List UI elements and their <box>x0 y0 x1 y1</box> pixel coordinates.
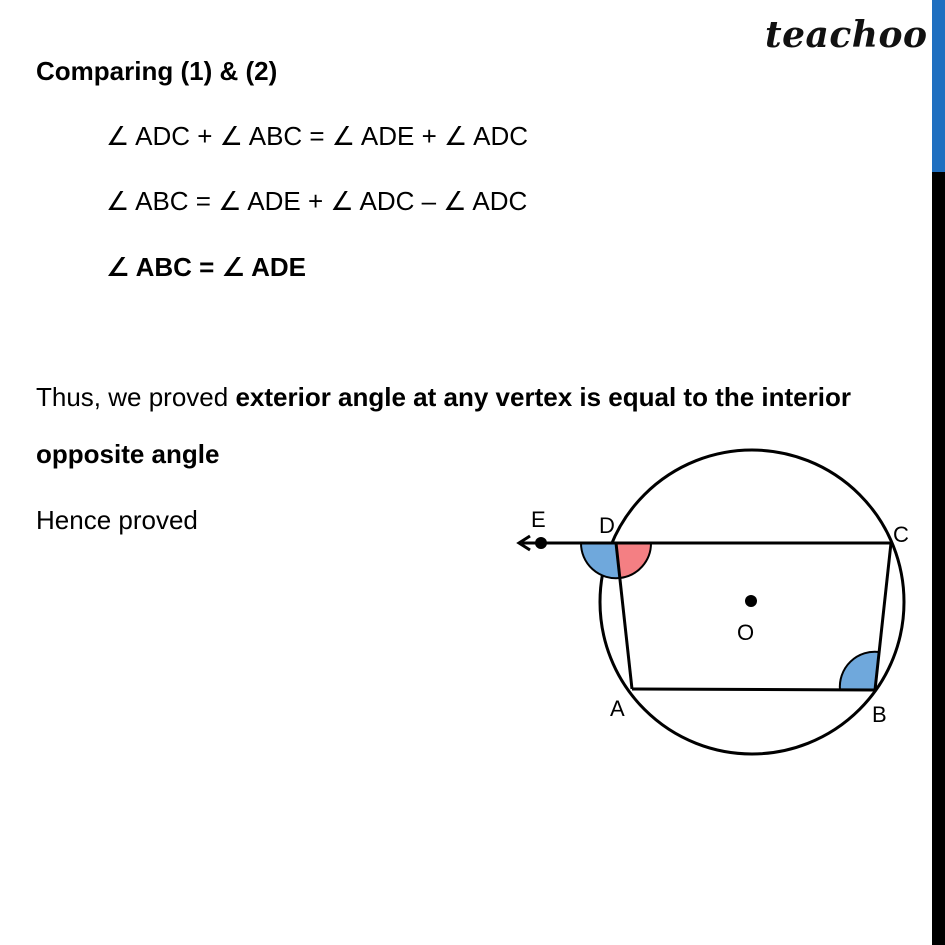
point-e <box>535 537 547 549</box>
label-d: D <box>599 513 615 538</box>
side-ba <box>632 689 875 690</box>
center-point-o <box>745 595 757 607</box>
label-e: E <box>531 507 546 532</box>
angle-abc-marker <box>840 652 879 690</box>
label-c: C <box>893 522 909 547</box>
equation-2: ∠ ABC = ∠ ADE + ∠ ADC – ∠ ADC <box>106 186 528 216</box>
label-b: B <box>872 702 887 727</box>
exterior-angle-ade-marker <box>581 543 620 578</box>
conclusion-prefix: Thus, we proved <box>36 382 236 412</box>
equation-1: ∠ ADC + ∠ ABC = ∠ ADE + ∠ ADC <box>106 121 528 151</box>
hence-proved: Hence proved <box>36 505 198 535</box>
teachoo-logo: teachoo <box>765 14 928 56</box>
angle-adc-marker <box>616 543 651 578</box>
label-a: A <box>610 696 625 721</box>
label-o: O <box>737 620 755 645</box>
conclusion-bold-1: exterior angle at any vertex is equal to the interior <box>235 382 851 412</box>
equation-3: ∠ ABC = ∠ ADE <box>106 252 306 282</box>
conclusion-line-2: opposite angle <box>36 439 220 469</box>
heading: Comparing (1) & (2) <box>36 56 278 86</box>
